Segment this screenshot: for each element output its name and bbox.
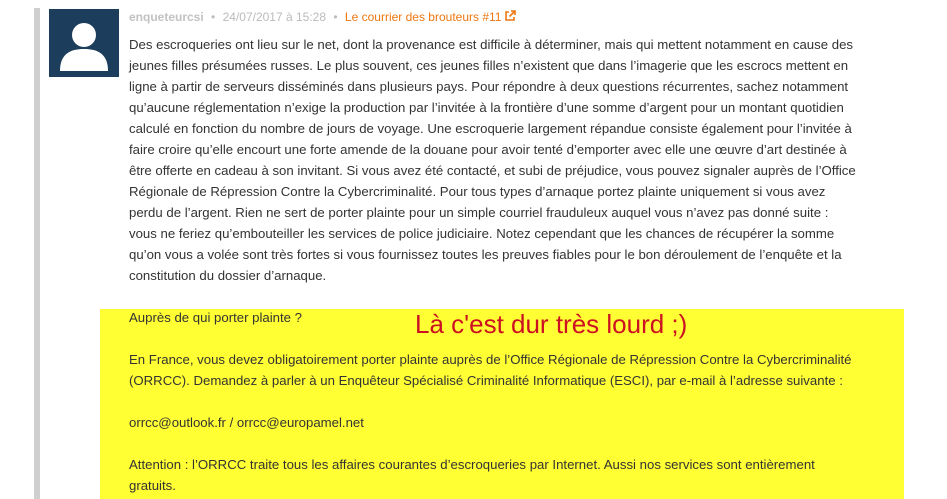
comment-line: Des escroqueries ont lieu sur le net, dont la provenance est difficile à déterminer, mais qui mettent notamment en cause des [129, 37, 853, 52]
comment-line: constitution du dossier d’arnaque. [129, 268, 327, 283]
answer-line: En France, vous devez obligatoirement porter plainte auprès de l’Office Régionale de Répression Contre la Cybercriminalité [129, 352, 852, 367]
default-user-avatar-icon [49, 9, 119, 77]
thread-link-label[interactable]: Le courrier des brouteurs #11 [344, 10, 502, 24]
comment-body [129, 34, 919, 286]
comment-line: être offerte en cadeau à son invitant. Si vous avez été contacté, et subi de préjudice, vous pouvez signaler auprès de l’Office [129, 163, 856, 178]
email-addresses: orrcc@outlook.fr / orrcc@europamel.net [129, 415, 364, 430]
comment-author[interactable]: enqueteurcsi [129, 10, 204, 24]
answer-line: (ORRCC). Demandez à parler à un Enquêteur Spécialisé Criminalité Informatique (ESCI), par e-mail à l’adresse suivante : [129, 373, 843, 388]
comment-line: vous ne feriez qu’embouteiller les services de police judiciaire. Notez cependant que les chances de récupérer la somme [129, 226, 835, 241]
comment-thread-bar [34, 8, 40, 499]
thread-link[interactable] [345, 10, 517, 24]
external-link-icon[interactable] [504, 10, 516, 22]
comment-meta [129, 10, 516, 24]
comment-line: faire croire qu’elle encourt une forte amende de la douane pour avoir tenté d’emporter avec elle une œuvre d’art destinée à [129, 142, 847, 157]
comment-line: qu’aucune réglementation n’exige la production par l’invitée à la frontière d’une somme d’argent pour un montant quotidien [129, 100, 844, 115]
comment-line: jeunes filles présumées russes. Le plus souvent, ces jeunes filles n’existent que dans l’imagerie que les escrocs mettent en [129, 58, 849, 73]
annotation-text: Là c'est dur très lourd ;) [415, 309, 688, 339]
comment-date[interactable]: 24/07/2017 à 15:28 [222, 10, 327, 24]
comment-line: calculé en fonction du nombre de jours de voyage. Une escroquerie largement répandue consiste également pour l’invitée à [129, 121, 852, 136]
attention-line: Attention : l’ORRCC traite tous les affaires courantes d’escroqueries par Internet. Aussi nos services sont entièrement [129, 457, 815, 472]
comment-line: qu’on vous a volée sont très fortes si vous fournissez toutes les preuves fiables pour le bon déroulement de l’enquête et la [129, 247, 842, 262]
attention-line: gratuits. [129, 478, 176, 493]
question-heading: Auprès de qui porter plainte ? [129, 310, 303, 325]
avatar[interactable] [49, 9, 119, 77]
comment-line: perdu de l’argent. Rien ne sert de porter plainte pour un simple courriel frauduleux auquel vous n’avez pas donné suite : [129, 205, 829, 220]
meta-separator: • [333, 10, 338, 24]
comment-line: ligne à partir de serveurs disséminés dans plusieurs pays. Pour répondre à deux questions récurrentes, sachez notamment [129, 79, 849, 94]
meta-separator: • [211, 10, 216, 24]
comment-line: Régionale de Répression Contre la Cybercriminalité. Pour tous types d’arnaque portez plainte uniquement si vous avez [129, 184, 826, 199]
